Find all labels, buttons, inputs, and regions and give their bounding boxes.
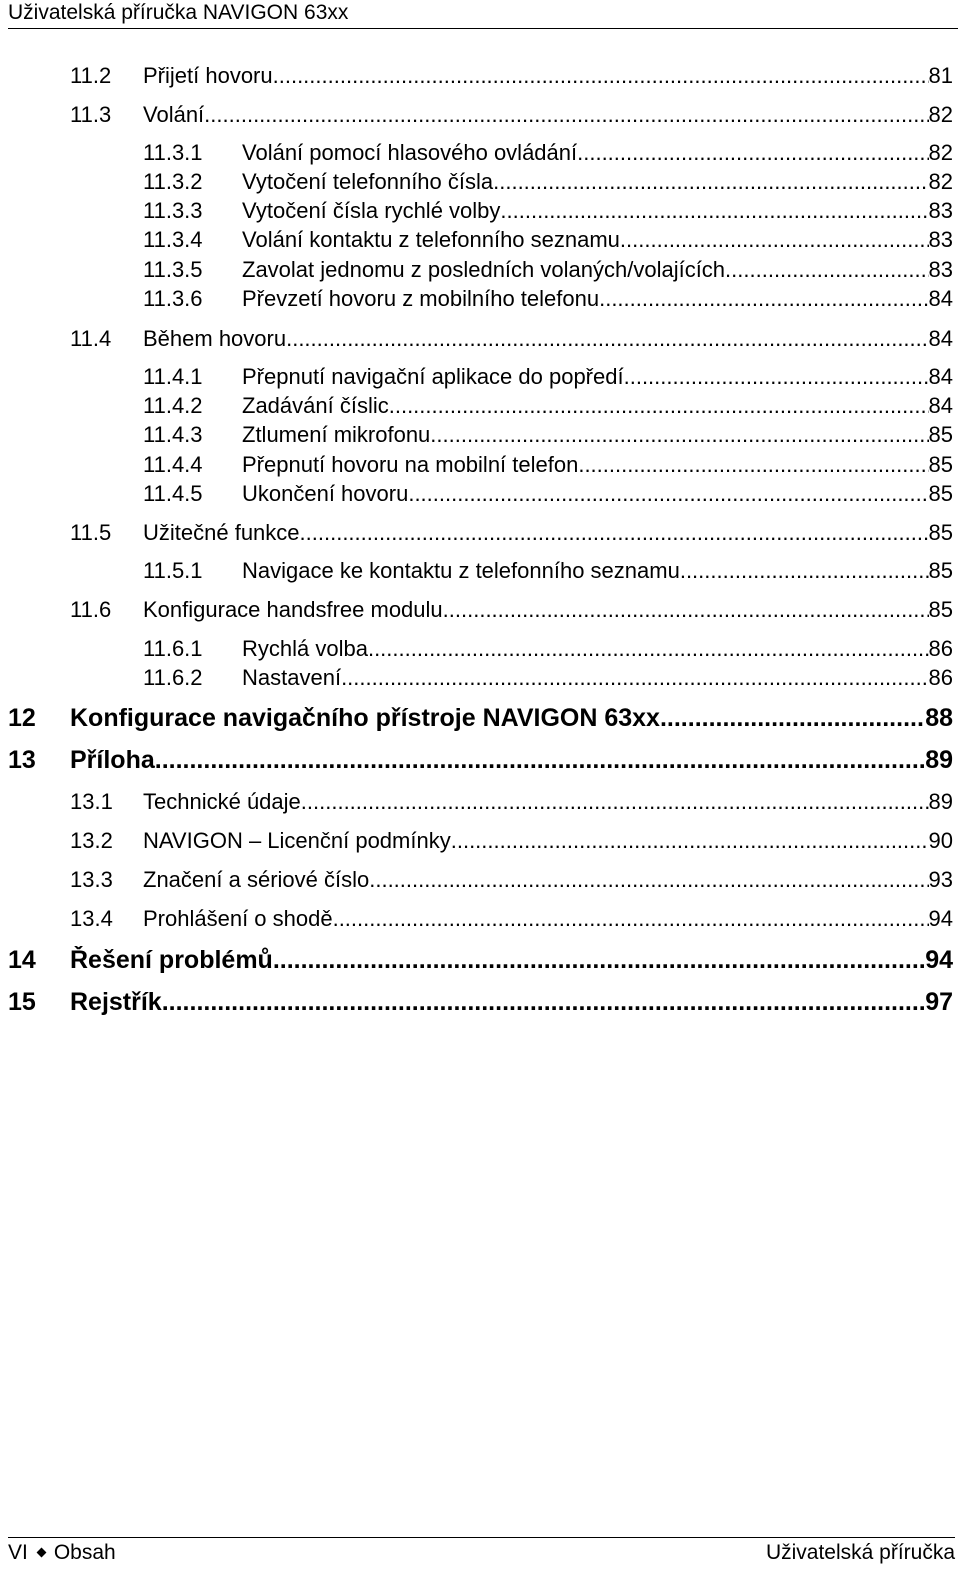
- dot-leader: [368, 636, 929, 662]
- toc-entry[interactable]: [143, 481, 953, 507]
- toc-entry-page: 82: [928, 169, 953, 194]
- toc-entry-number: 11.6: [70, 597, 112, 622]
- toc-entry-title: Zadávání číslic: [242, 393, 389, 418]
- dot-leader: [599, 286, 928, 312]
- toc-entry-title: Během hovoru: [143, 326, 287, 351]
- toc-chapter-entry[interactable]: [8, 746, 953, 775]
- dot-leader: [451, 828, 929, 854]
- toc-entry[interactable]: [143, 422, 953, 448]
- diamond-bullet-icon: [36, 1547, 46, 1557]
- toc-entry[interactable]: [70, 789, 953, 815]
- toc-entry[interactable]: [143, 393, 953, 419]
- toc-entry[interactable]: [143, 364, 953, 390]
- toc-entry-page: 84: [928, 393, 953, 418]
- toc-entry-page: 93: [928, 867, 953, 892]
- toc-entry[interactable]: [70, 520, 953, 546]
- dot-leader: [286, 326, 928, 352]
- toc-entry-title: Technické údaje: [143, 789, 301, 814]
- toc-entry-page: 86: [928, 665, 953, 690]
- toc-entry[interactable]: [143, 665, 953, 691]
- toc-entry-title: Řešení problémů: [70, 946, 273, 974]
- toc-entry-title: Ukončení hovoru: [242, 481, 409, 506]
- dot-leader: [155, 746, 925, 775]
- page-footer: [8, 1537, 955, 1568]
- toc-entry-number: 11.3.2: [143, 169, 203, 194]
- toc-entry-number: 13.4: [70, 906, 113, 931]
- toc-entry[interactable]: [143, 452, 953, 478]
- dot-leader: [577, 140, 928, 166]
- toc-entry-page: 81: [928, 63, 953, 88]
- toc-entry-number: 11.3: [70, 102, 112, 127]
- toc-entry-number: 11.3.3: [143, 198, 203, 223]
- dot-leader: [162, 988, 925, 1017]
- toc-entry-page: 83: [928, 257, 953, 282]
- toc-entry-page: 85: [928, 481, 953, 506]
- toc-entry-title: Značení a sériové číslo: [143, 867, 370, 892]
- toc-entry[interactable]: [70, 867, 953, 893]
- toc-entry-number: 11.3.4: [143, 227, 203, 252]
- toc-entry-number: 11.4: [70, 326, 112, 351]
- dot-leader: [660, 704, 925, 733]
- toc-entry-number: 13.2: [70, 828, 113, 853]
- toc-entry[interactable]: [143, 636, 953, 662]
- toc-entry-page: 89: [925, 746, 953, 774]
- toc-entry-title: Prohlášení o shodě: [143, 906, 333, 931]
- footer-right-title: Uživatelská příručka: [765, 1541, 955, 1564]
- toc-entry-number: 11.4.4: [143, 452, 203, 477]
- toc-entry[interactable]: [70, 102, 953, 128]
- toc-entry-title: Volání: [143, 102, 205, 127]
- toc-entry-title: Volání pomocí hlasového ovládání: [242, 140, 578, 165]
- toc-entry-title: Volání kontaktu z telefonního seznamu: [242, 227, 620, 252]
- toc-entry-page: 90: [928, 828, 953, 853]
- toc-entry-number: 11.4.3: [143, 422, 203, 447]
- toc-entry[interactable]: [143, 198, 953, 224]
- toc-entry-number: 11.6.2: [143, 665, 203, 690]
- toc-entry-page: 85: [928, 597, 953, 622]
- toc-entry[interactable]: [143, 257, 953, 283]
- dot-leader: [273, 63, 929, 89]
- toc-entry-page: 94: [928, 906, 953, 931]
- toc-entry-number: 14: [8, 946, 36, 974]
- toc-entry-title: Užitečné funkce: [143, 520, 300, 545]
- toc-entry-number: 13.1: [70, 789, 113, 814]
- dot-leader: [430, 422, 928, 448]
- dot-leader: [341, 665, 928, 691]
- dot-leader: [333, 906, 929, 932]
- toc-entry-page: 85: [928, 422, 953, 447]
- dot-leader: [300, 520, 929, 546]
- footer-page-label: VI: [8, 1541, 28, 1564]
- toc-entry-title: Převzetí hovoru z mobilního telefonu: [242, 286, 600, 311]
- toc-entry-title: Příloha: [70, 746, 155, 774]
- toc-entry-number: 11.6.1: [143, 636, 203, 661]
- toc-entry-title: Konfigurace handsfree modulu: [143, 597, 443, 622]
- toc-entry-page: 85: [928, 558, 953, 583]
- toc-entry-number: 11.5.1: [143, 558, 203, 583]
- toc-entry-number: 11.4.1: [143, 364, 203, 389]
- toc-entry-title: Ztlumení mikrofonu: [242, 422, 431, 447]
- toc-entry-page: 85: [928, 520, 953, 545]
- dot-leader: [408, 481, 928, 507]
- dot-leader: [273, 946, 925, 975]
- dot-leader: [624, 364, 929, 390]
- dot-leader: [204, 102, 928, 128]
- toc-entry-title: Přepnutí hovoru na mobilní telefon: [242, 452, 579, 477]
- dot-leader: [725, 257, 928, 283]
- toc-entry[interactable]: [143, 227, 953, 253]
- toc-entry-page: 85: [928, 452, 953, 477]
- dot-leader: [389, 393, 929, 419]
- toc-entry[interactable]: [70, 326, 953, 352]
- toc-entry-title: Přepnutí navigační aplikace do popředí: [242, 364, 624, 389]
- toc-entry-page: 94: [925, 946, 953, 974]
- toc-entry[interactable]: [70, 828, 953, 854]
- dot-leader: [369, 867, 928, 893]
- toc-entry-page: 97: [925, 988, 953, 1016]
- toc-entry-page: 89: [928, 789, 953, 814]
- toc-entry-page: 84: [928, 286, 953, 311]
- toc-entry-page: 86: [928, 636, 953, 661]
- toc-entry-title: Nastavení: [242, 665, 342, 690]
- toc-entry[interactable]: [143, 558, 953, 584]
- toc-entry-title: Přijetí hovoru: [143, 63, 273, 88]
- toc-entry-page: 84: [928, 326, 953, 351]
- toc-entry-number: 11.5: [70, 520, 112, 545]
- toc-entry-page: 82: [928, 140, 953, 165]
- toc-entry-number: 11.3.1: [143, 140, 203, 165]
- toc-entry-number: 11.3.6: [143, 286, 203, 311]
- toc-entry-title: Zavolat jednomu z posledních volaných/volajících: [242, 257, 726, 282]
- toc-entry[interactable]: [143, 140, 953, 166]
- footer-left: [8, 1538, 116, 1568]
- toc-entry-number: 12: [8, 704, 36, 732]
- toc-entry-page: 83: [928, 227, 953, 252]
- toc-entry-number: 13.3: [70, 867, 113, 892]
- toc-entry-page: 84: [928, 364, 953, 389]
- toc-entry-page: 82: [928, 102, 953, 127]
- toc-entry-title: Konfigurace navigačního přístroje NAVIGON 63xx: [70, 704, 660, 732]
- dot-leader: [443, 597, 929, 623]
- toc-entry-number: 13: [8, 746, 36, 774]
- toc-entry[interactable]: [143, 169, 953, 195]
- toc-entry[interactable]: [70, 63, 953, 89]
- header-title: Uživatelská příručka NAVIGON 63xx: [8, 1, 349, 24]
- toc-entry-page: 83: [928, 198, 953, 223]
- toc-entry-page: 88: [925, 704, 953, 732]
- dot-leader: [500, 198, 928, 224]
- dot-leader: [680, 558, 929, 584]
- toc-entry-number: 11.4.5: [143, 481, 203, 506]
- toc-entry-title: Rychlá volba: [242, 636, 368, 661]
- toc-entry-title: Vytočení čísla rychlé volby: [242, 198, 501, 223]
- toc-entry-number: 15: [8, 988, 36, 1016]
- toc-chapter-entry[interactable]: [8, 946, 953, 975]
- dot-leader: [620, 227, 929, 253]
- toc-entry-title: Navigace ke kontaktu z telefonního seznamu: [242, 558, 680, 583]
- footer-section: Obsah: [53, 1541, 116, 1564]
- dot-leader: [301, 789, 929, 815]
- toc-chapter-entry[interactable]: [8, 704, 953, 733]
- toc-entry-number: 11.4.2: [143, 393, 203, 418]
- dot-leader: [493, 169, 928, 195]
- toc-entry-title: Vytočení telefonního čísla: [242, 169, 494, 194]
- toc-entry-title: Rejstřík: [70, 988, 162, 1016]
- dot-leader: [578, 452, 928, 478]
- toc-entry-number: 11.2: [70, 63, 112, 88]
- toc-entry[interactable]: [143, 286, 953, 312]
- toc-entry[interactable]: [70, 906, 953, 932]
- toc-chapter-entry[interactable]: [8, 988, 953, 1017]
- toc-entry[interactable]: [70, 597, 953, 623]
- toc-entry-title: NAVIGON – Licenční podmínky: [143, 828, 451, 853]
- toc-entry-number: 11.3.5: [143, 257, 203, 282]
